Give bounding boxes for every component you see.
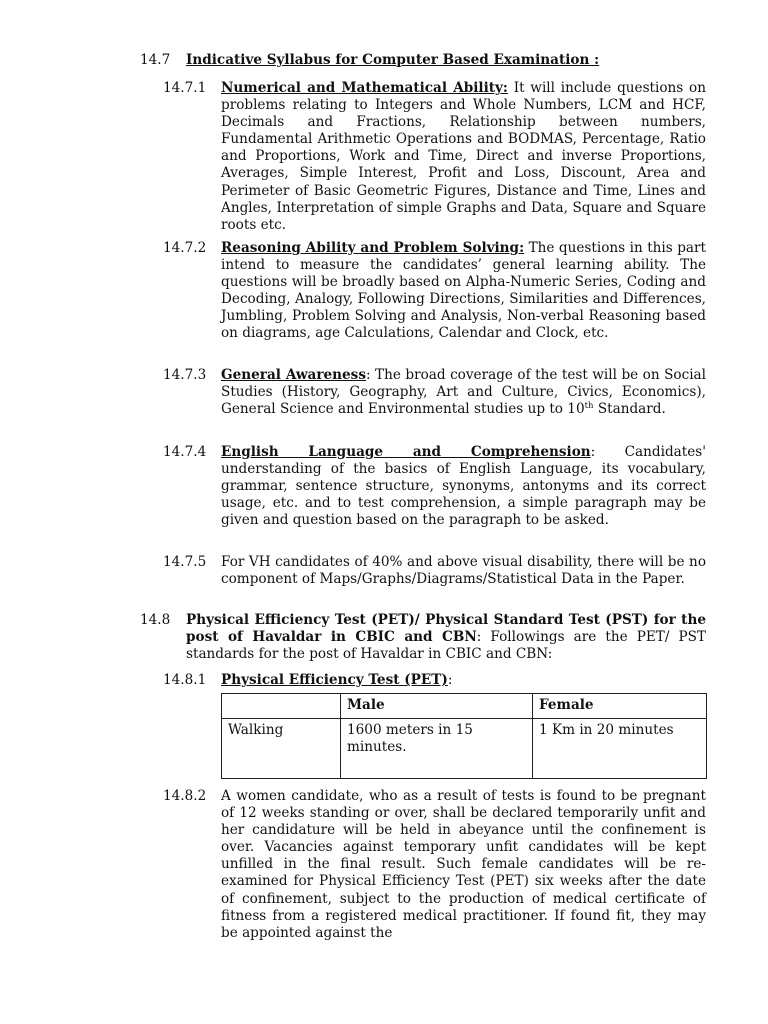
section-number-14-8-2: 14.8.2 [163,788,207,804]
section-number-14-8: 14.8 [140,612,171,628]
table-cell: Walking [222,719,341,779]
paragraph-heading: Physical Efficiency Test (PET)/ Physical Standard Test (PST) for the post of Havaldar in CBIC and CBN [186,612,706,646]
table-header-cell [222,694,341,719]
section-number-14-7: 14.7 [140,52,171,68]
table-header-cell: Female [533,694,707,719]
table-header-row [222,694,707,719]
paragraph-text: : Candidates' understanding of the basics of English Language, its vocabulary, grammar, sentence structure, synonyms, antonyms and its correct usage, etc. and to test comprehension, a simple paragraph may be given and question based on the paragraph to be asked. [221,444,706,529]
table-header-cell: Male [341,694,533,719]
paragraph-heading: Numerical and Mathematical Ability: [221,80,508,96]
section-number-14-7-1: 14.7.1 [163,80,207,96]
table-row [222,719,707,779]
table-cell: 1 Km in 20 minutes [533,719,707,779]
paragraph-colon: : [447,672,453,688]
section-title-14-7 [186,52,716,69]
paragraph-14-7-5: For VH candidates of 40% and above visual disability, there will be no component of Maps/Graphs/Diagrams/Statistical Data in the Paper. [221,554,706,588]
table-cell: 1600 meters in 15 minutes. [341,719,533,779]
paragraph-14-7-3 [221,367,706,418]
paragraph-text: : Followings are the PET/ PST standards for the post of Havaldar in CBIC and CBN: [186,629,706,663]
section-number-14-7-4: 14.7.4 [163,444,207,460]
paragraph-text: It will include questions on problems relating to Integers and Whole Numbers, LCM and HCF, Decimals and Fractions, Relationship between numbers, Fundamental Arithmetic Operations and BODMAS, Percentage, Ratio and Proportions, Work and Time, Direct and inverse Proportions, Averages, Simple Interest, Profit and Loss, Discount, Area and Perimeter of Basic Geometric Figures, Distance and Time, Lines and Angles, Interpretation of simple Graphs and Data, Square and Square roots etc. [221,80,706,233]
paragraph-14-8 [186,612,706,663]
pet-table [221,693,707,779]
paragraph-text: : The broad coverage of the test will be on Social Studies (History, Geography, Art and Culture, Civics, Economics), General Science and Environmental studies up to 10 [221,367,707,418]
paragraph-14-8-1 [221,672,706,689]
paragraph-14-7-4 [221,444,706,529]
section-number-14-7-5: 14.7.5 [163,554,207,570]
section-heading: Indicative Syllabus for Computer Based Examination : [186,52,600,68]
paragraph-14-7-1 [221,80,706,234]
section-number-14-8-1: 14.8.1 [163,672,207,688]
section-number-14-7-3: 14.7.3 [163,367,207,383]
paragraph-tail: Standard. [593,401,666,418]
paragraph-14-8-2: A women candidate, who as a result of tests is found to be pregnant of 12 weeks standing or over, shall be declared temporarily unfit and her candidature will be held in abeyance until the confinement is over. Vacancies against temporary unfit candidates will be kept unfilled in the final result. Such female candidates will be re-examined for Physical Efficiency Test (PET) six weeks after the date of confinement, subject to the production of medical certificate of fitness from a registered medical practitioner. If found fit, they may be appointed against the [221,788,706,941]
paragraph-14-7-2 [221,240,706,343]
superscript: th [584,401,594,412]
paragraph-heading: Reasoning Ability and Problem Solving: [221,240,525,256]
paragraph-heading: English Language and Comprehension [221,444,591,460]
paragraph-heading: Physical Efficiency Test (PET) [221,672,448,688]
paragraph-heading: General Awareness [221,367,366,383]
section-number-14-7-2: 14.7.2 [163,240,207,256]
paragraph-text: The questions in this part intend to measure the candidates’ general learning ability. The questions will be broadly based on Alpha-Numeric Series, Coding and Decoding, Analogy, Following Directions, Similarities and Differences, Jumbling, Problem Solving and Analysis, Non-verbal Reasoning based on diagrams, age Calculations, Calendar and Clock, etc. [221,240,706,342]
